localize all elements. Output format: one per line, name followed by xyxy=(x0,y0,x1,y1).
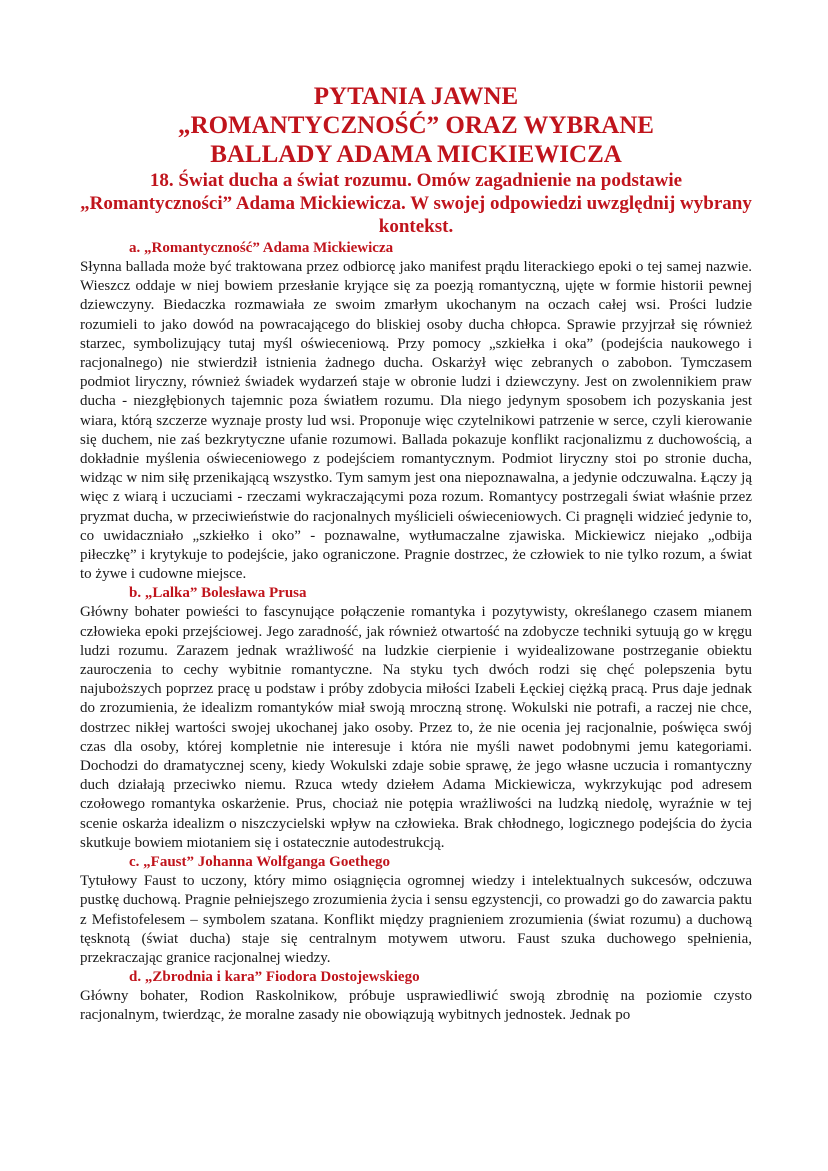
section-heading: c. „Faust” Johanna Wolfganga Goethego xyxy=(129,854,390,871)
section-paragraph: Słynna ballada może być traktowana przez odbiorcę jako manifest prądu literackiego epoki o tej samej nazwie. Wieszcz oddaje w niej bowiem przesłanie kryjące się za poezją romantyczną, ujęte w formie historii pewnej dziewczyny. Biedaczka rozmawiała ze swoim zmarłym ukochanym na oczach całej wsi. Prości ludzie rozumieli to jako dowód na powracającego do bliskiej osoby ducha chłopca. Sprawie przyjrzał się również starzec, symbolizujący tutaj myśl oświeceniową. Przy pomocy „szkiełka i oka” (podejścia naukowego i racjonalnego) nie stwierdził istnienia żadnego ducha. Oskarżył więc zebranych o zabobon. Tymczasem podmiot liryczny, również świadek wydarzeń staje w obronie ludzi i dziewczyny. Jest on zwolennikiem praw ducha - niezgłębionych tajemnic poza światłem rozumu. Dla niego jedynym sposobem ich pozyskania jest wiara, którą szczerze wyznaje prosty lud wsi. Proponuje więc czytelnikowi patrzenie w serce, czyli kierowanie się duchem, nie zaś bezkrytyczne ufanie rozumowi. Ballada pokazuje konflikt racjonalizmu z duchowością, a dokładnie myślenia oświeceniowego z podejściem romantycznym. Podmiot liryczny stoi po stronie ducha, widząc w nim siłę przenikającą wszystko. Tym samym jest ona niepoznawalna, a jedynie odczuwalna. Łączy ją więc z wiarą i uczuciami - rzeczami wykraczającymi poza rozum. Romantycy postrzegali świat właśnie przez pryzmat ducha, w przeciwieństwie do racjonalnych myślicieli oświeceniowych. Ci pragnęli widzieć jedynie to, co uwidaczniało „szkiełko i oko” - poznawalne, wytłumaczalne zjawiska. Mickiewicz niejako „odbija piłeczkę” i krytykuje to podejście, jako ograniczone. Pragnie dostrzec, że człowiek to nie tylko rozum, a świat to żywe i cudowne miejsce. xyxy=(80,259,752,583)
section-heading: a. „Romantyczność” Adama Mickiewicza xyxy=(129,240,394,256)
section-paragraph: Główny bohater powieści to fascynujące połączenie romantyka i pozytywisty, określanego czasem mianem człowieka epoki przejściowej. Jego zaradność, jak również otwartość na zdobycze techniki sytuują go w kręgu ludzi rozumu. Zarazem jednak wrażliwość na ludzkie cierpienie i wyidealizowane postrzeganie obiektu zauroczenia to cechy wybitnie romantyczne. Na styku tych dwóch rodzi się chęć polepszenia bytu najuboższych poprzez pracę u podstaw i próby zdobycia miłości Izabeli Łęckiej ciężką pracą. Prus daje jednak do zrozumienia, że idealizm romantyków miał swoją mroczną stronę. Wokulski nie potrafi, a raczej nie chce, dostrzec nikłej wartości swojej ukochanej jako osoby. Przez to, że nie ocenia jej racjonalnie, poświęca swój czas dla osoby, której kompletnie nie interesuje i która nie myśli nawet podobnymi jemu kategoriami. Dochodzi do dramatycznej sceny, kiedy Wokulski zdaje sobie sprawę, że jego własne uczucia i romantyczny duch działają przeciwko niemu. Rzuca wtedy dziełem Adama Mickiewicza, wykrzykując pod adresem czołowego romantyka oskarżenie. Prus, chociaż nie potępia wrażliwości na ludzką niedolę, wyraźnie w tej scenie oskarża idealizm o niszczycielski wpływ na człowieka. Brak chłodnego, logicznego podejścia do życia skutkuje bowiem miotaniem się i ostatecznie autodestrukcją. xyxy=(80,604,752,851)
section-paragraph: Tytułowy Faust to uczony, który mimo osiągnięcia ogromnej wiedzy i intelektualnych sukcesów, odczuwa pustkę duchową. Pragnie pełniejszego zrozumienia życia i sensu egzystencji, co prowadzi go do zawarcia paktu z Mefistofelesem – symbolem szatana. Konflikt między pragnieniem zrozumienia (świat rozumu) a duchową tęsknotą (świat ducha) staje się centralnym motywem utworu. Faust szuka duchowego spełnienia, przekraczając granice racjonalnej wiedzy. xyxy=(80,873,752,966)
section-c xyxy=(80,853,752,968)
question-heading: 18. Świat ducha a świat rozumu. Omów zagadnienie na podstawie „Romantyczności” Adama Mickiewicza. W swojej odpowiedzi uwzględnij wybrany kontekst. xyxy=(80,170,752,237)
document-title xyxy=(80,82,752,169)
section-heading: d. „Zbrodnia i kara” Fiodora Dostojewskiego xyxy=(129,969,420,986)
title-line-3: BALLADY ADAMA MICKIEWICZA xyxy=(210,141,622,168)
document-page xyxy=(80,82,752,1026)
section-a xyxy=(80,239,752,584)
section-b xyxy=(80,584,752,853)
section-paragraph: Główny bohater, Rodion Raskolnikow, próbuje usprawiedliwić swoją zbrodnię na poziomie czysto racjonalnym, twierdząc, że moralne zasady nie obowiązują wybitnych jednostek. Jednak po xyxy=(80,988,752,1024)
section-heading: b. „Lalka” Bolesława Prusa xyxy=(129,585,307,602)
title-line-1: PYTANIA JAWNE xyxy=(313,83,519,110)
title-line-2: „ROMANTYCZNOŚĆ” ORAZ WYBRANE xyxy=(178,112,654,139)
section-d xyxy=(80,968,752,1025)
